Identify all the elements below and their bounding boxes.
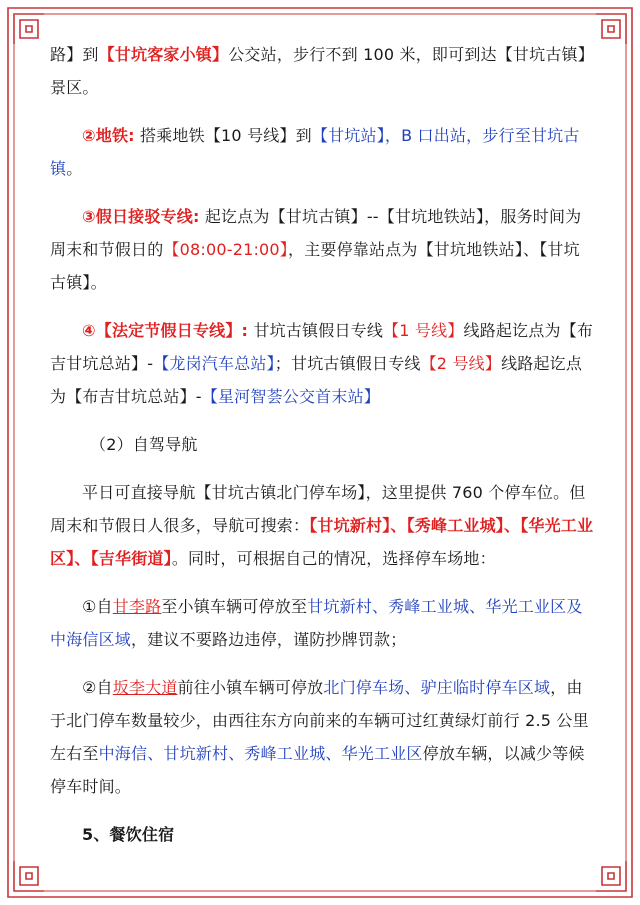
highlight-line-2: 【2 号线】 <box>420 354 502 373</box>
section-subheading <box>50 428 595 461</box>
section-heading <box>50 818 595 851</box>
text: ①自 <box>82 597 113 616</box>
text: 前往小镇车辆可停放 <box>177 678 324 697</box>
paragraph-route-2 <box>50 671 595 803</box>
text: 停放车辆，以减少等候停车时间。 <box>50 744 585 796</box>
highlight-time: 【08:00-21:00】 <box>163 240 288 259</box>
highlight-terminal: 【龙岗汽车总站】 <box>153 354 275 373</box>
highlight-station: 【甘坑站】，B 口出站，步行至甘坑古镇 <box>50 126 580 178</box>
highlight-destinations: 【甘坑新村】、【秀峰工业城】、【华光工业区】、【吉华街道】 <box>50 516 594 568</box>
item-label: ④【法定节假日专线】: <box>82 321 249 340</box>
highlight-road: 坂李大道 <box>112 678 178 697</box>
text: 线路起讫点为【布吉甘坑总站】- <box>50 354 583 406</box>
paragraph-self-drive <box>50 476 595 575</box>
text: ，由于北门停车数量较少，由西往东方向前来的车辆可过红黄绿灯前行 2.5 公里左右至 <box>50 678 589 763</box>
text: 。 <box>66 159 83 178</box>
paragraph-route-1 <box>50 590 595 656</box>
highlight-line-1: 【1 号线】 <box>383 321 464 340</box>
item-label: ②地铁: <box>82 126 135 145</box>
paragraph-metro <box>50 119 595 185</box>
text: ，主要停靠站点为【甘坑地铁站】、【甘坑古镇】。 <box>50 240 580 292</box>
heading-text: 5、餐饮住宿 <box>82 825 175 844</box>
text: 。同时，可根据自己的情况，选择停车场地： <box>171 549 496 568</box>
highlight-road: 甘李路 <box>112 597 162 616</box>
text: 起讫点为【甘坑古镇】--【甘坑地铁站】，服务时间为周末和节假日的 <box>50 207 582 259</box>
text: ②自 <box>82 678 113 697</box>
paragraph-shuttle <box>50 200 595 299</box>
highlight-areas: 北门停车场、驴庄临时停车区域 <box>323 678 551 697</box>
text: 路】到 <box>50 45 99 64</box>
highlight-terminal: 【星河智荟公交首末站】 <box>201 387 380 406</box>
text: ，建议不要路边违停，谨防抄牌罚款； <box>131 630 407 649</box>
text: 线路起讫点为【布吉甘坑总站】- <box>50 321 594 373</box>
text: ；甘坑古镇假日专线 <box>274 354 421 373</box>
text: 平日可直接导航【甘坑古镇北门停车场】，这里提供 760 个停车位。但周末和节假日人很多，导航可搜索： <box>50 483 586 535</box>
highlight-stop: 【甘坑客家小镇】 <box>98 45 229 64</box>
article-body <box>50 38 595 866</box>
paragraph-bus <box>50 38 595 104</box>
text: 至小镇车辆可停放至 <box>161 597 308 616</box>
subheading-text: （2）自驾导航 <box>90 435 198 454</box>
paragraph-holiday-line <box>50 314 595 413</box>
item-label: ③假日接驳专线: <box>82 207 200 226</box>
text: 甘坑古镇假日专线 <box>248 321 384 340</box>
highlight-areas: 甘坑新村、秀峰工业城、华光工业区及中海信区域 <box>50 597 583 649</box>
text: 搭乘地铁【10 号线】到 <box>134 126 312 145</box>
highlight-areas: 中海信、甘坑新村、秀峰工业城、华光工业区 <box>98 744 423 763</box>
text: 公交站，步行不到 100 米，即可到达【甘坑古镇】景区。 <box>50 45 594 97</box>
